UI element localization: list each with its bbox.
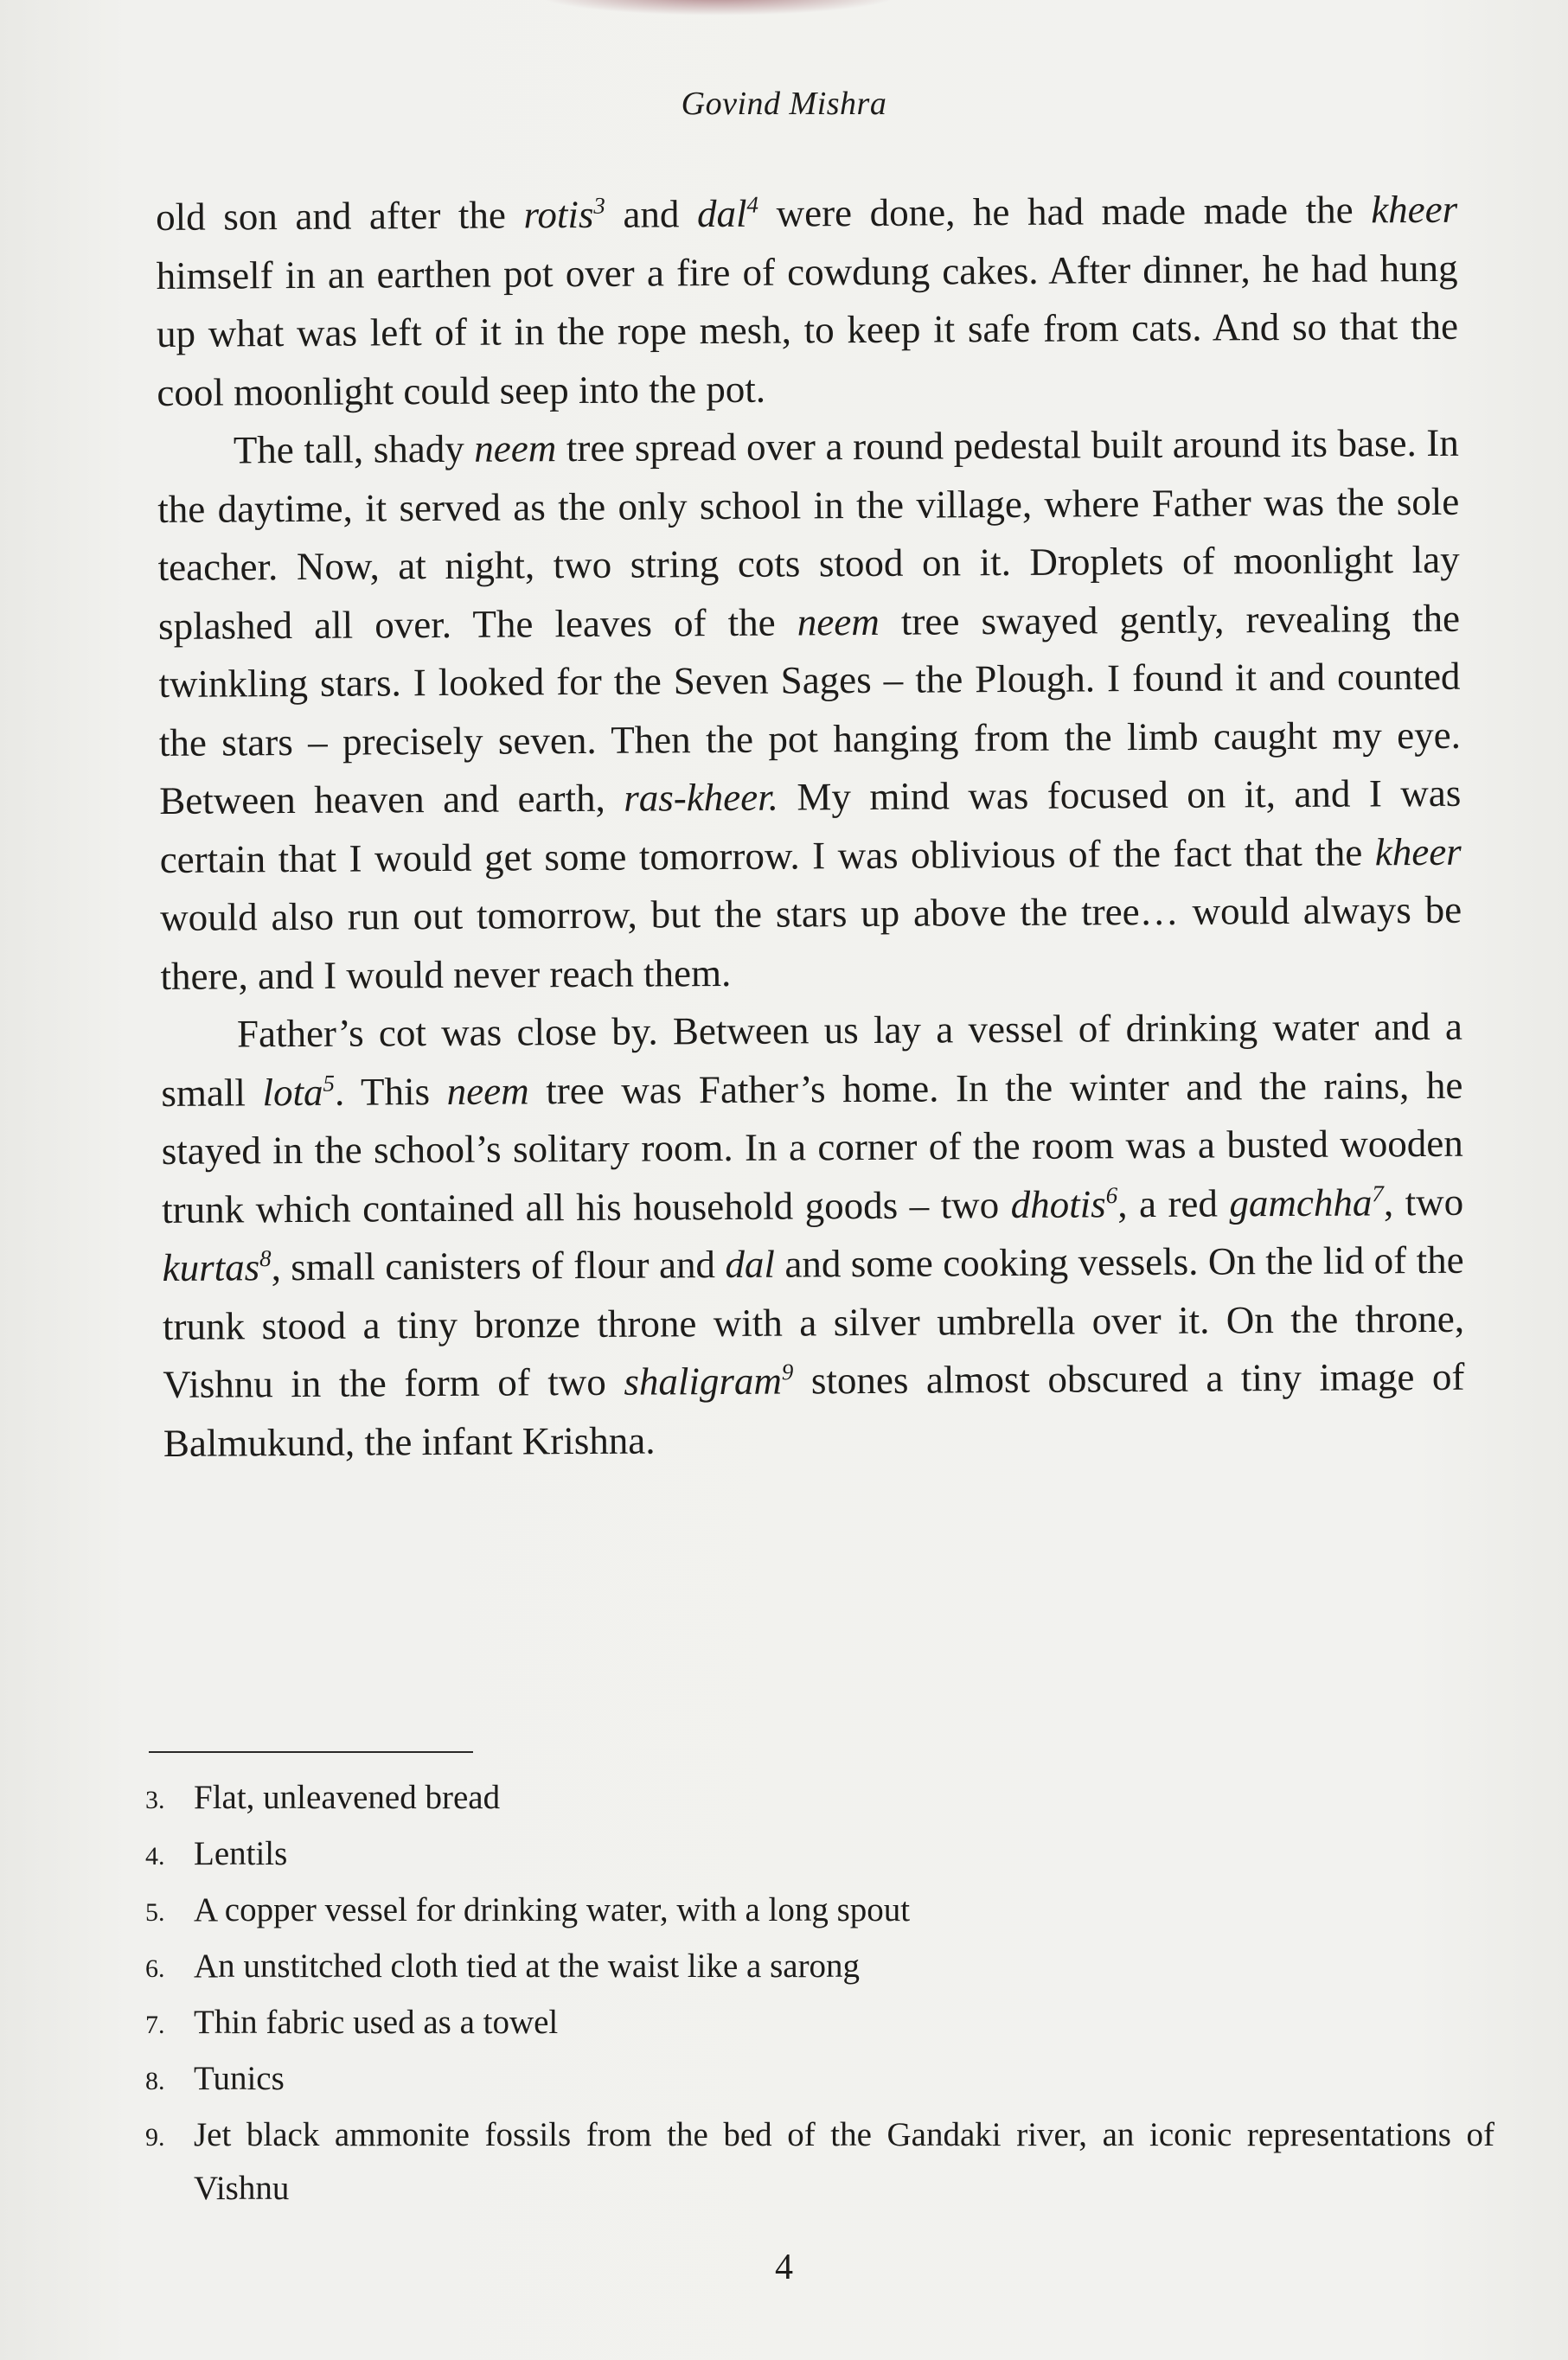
paragraph-2: The tall, shady neem tree spread over a round pedestal built around its base. In the daytime, it served as the only school in the village, where Father was the sole teacher. Now, at night, two string cots stood on it. Droplets of moonlight lay splashed all over. The leaves of the neem tree swayed gently, revealing the twinkling stars. I looked for the Seven Sages – the Plough. I found it and counted the stars – precisely seven. Then the pot hanging from the limb caught my eye. Between heaven and earth, ras-kheer. My mind was focused on it, and I was certain that I would get some tomorrow. I was oblivious of the fact that the kheer would also run out tomorrow, but the stars up above the tree… would always be there, and I would never reach them. xyxy=(157,420,1462,998)
italic-term: kheer xyxy=(1374,829,1462,873)
footnote-item xyxy=(145,1884,1494,1940)
footnote-marker: 8 xyxy=(259,1245,272,1272)
footnote-rule xyxy=(149,1751,473,1753)
footnote-item xyxy=(145,1940,1494,1996)
footnote-item xyxy=(145,1996,1494,2052)
footnote-marker: 9 xyxy=(781,1359,794,1385)
paragraph-1: old son and after the rotis$^3$ and dal$^4$ were done, he had made made the kheer himself in an earthen pot over a fire of cowdung cakes. After dinner, he had hung up what was left of it in the rope mesh, to keep it safe from cats. And so that the cool moonlight could seep into the pot. xyxy=(156,187,1459,414)
italic-term: neem xyxy=(446,1068,529,1113)
italic-term: neem xyxy=(797,599,880,643)
footnote-number: 9. xyxy=(145,2123,165,2152)
top-edge-shadow xyxy=(536,0,899,16)
footnote-text: Tunics xyxy=(194,2060,285,2097)
running-head: Govind Mishra xyxy=(681,86,887,122)
italic-term: dal xyxy=(725,1242,776,1287)
body-text xyxy=(156,181,1465,1473)
italic-term: dhotis xyxy=(1010,1181,1106,1226)
footnote-number: 7. xyxy=(145,2011,165,2039)
italic-term: gamchha xyxy=(1229,1180,1373,1225)
footnote-text: An unstitched cloth tied at the waist like a sarong xyxy=(194,1947,861,1985)
italic-term: kurtas xyxy=(162,1245,260,1289)
footnote-number: 6. xyxy=(145,1954,165,1983)
italic-term: ras-kheer. xyxy=(624,775,779,820)
italic-term: lota xyxy=(262,1070,323,1114)
footnote-marker: 7 xyxy=(1372,1180,1384,1206)
footnote-number: 8. xyxy=(145,2067,165,2095)
footnote-marker: 4 xyxy=(746,191,759,218)
footnote-number: 4. xyxy=(145,1842,165,1871)
footnote-text: Lentils xyxy=(194,1835,288,1872)
paragraph-3: Father’s cot was close by. Between us lay a vessel of drinking water and a small lota$^5$. This neem tree was Father’s home. In the winter and the rains, he stayed in the school’s solitary room. In a corner of the room was a busted wooden trunk which contained all his household goods – two dhotis$^6$, a red gamchha$^7$, two kurtas$^8$, small canisters of flour and dal and some cooking vessels. On the lid of the trunk stood a tiny bronze throne with a silver umbrella over it. On the throne, Vishnu in the form of two shaligram$^9$ stones almost obscured a tiny image of Balmukund, the infant Krishna. xyxy=(161,1004,1465,1465)
footnote-item xyxy=(145,2052,1494,2108)
footnote-marker: 5 xyxy=(323,1070,336,1097)
footnote-number: 5. xyxy=(145,1898,165,1927)
footnote-marker: 3 xyxy=(593,192,605,219)
footnotes-list xyxy=(145,1771,1494,2216)
footnote-item xyxy=(145,1771,1494,1827)
footnote-text: Flat, unleavened bread xyxy=(194,1779,501,1816)
footnote-text: A copper vessel for drinking water, with a long spout xyxy=(194,1891,911,1928)
footnote-number: 3. xyxy=(145,1786,165,1814)
italic-term: shaligram xyxy=(624,1359,783,1404)
footnote-item xyxy=(145,2108,1494,2216)
footnote-marker: 6 xyxy=(1105,1181,1118,1208)
italic-term: neem xyxy=(474,426,557,470)
italic-term: kheer xyxy=(1371,187,1458,232)
italic-term: dal xyxy=(696,191,747,236)
italic-term: rotis xyxy=(523,192,594,237)
footnote-text: Jet black ammonite fossils from the bed of the Gandaki river, an iconic representations of Vishnu xyxy=(194,2116,1494,2207)
page-number: 4 xyxy=(775,2248,793,2287)
footnote-text: Thin fabric used as a towel xyxy=(194,2004,559,2041)
footnote-item xyxy=(145,1827,1494,1884)
